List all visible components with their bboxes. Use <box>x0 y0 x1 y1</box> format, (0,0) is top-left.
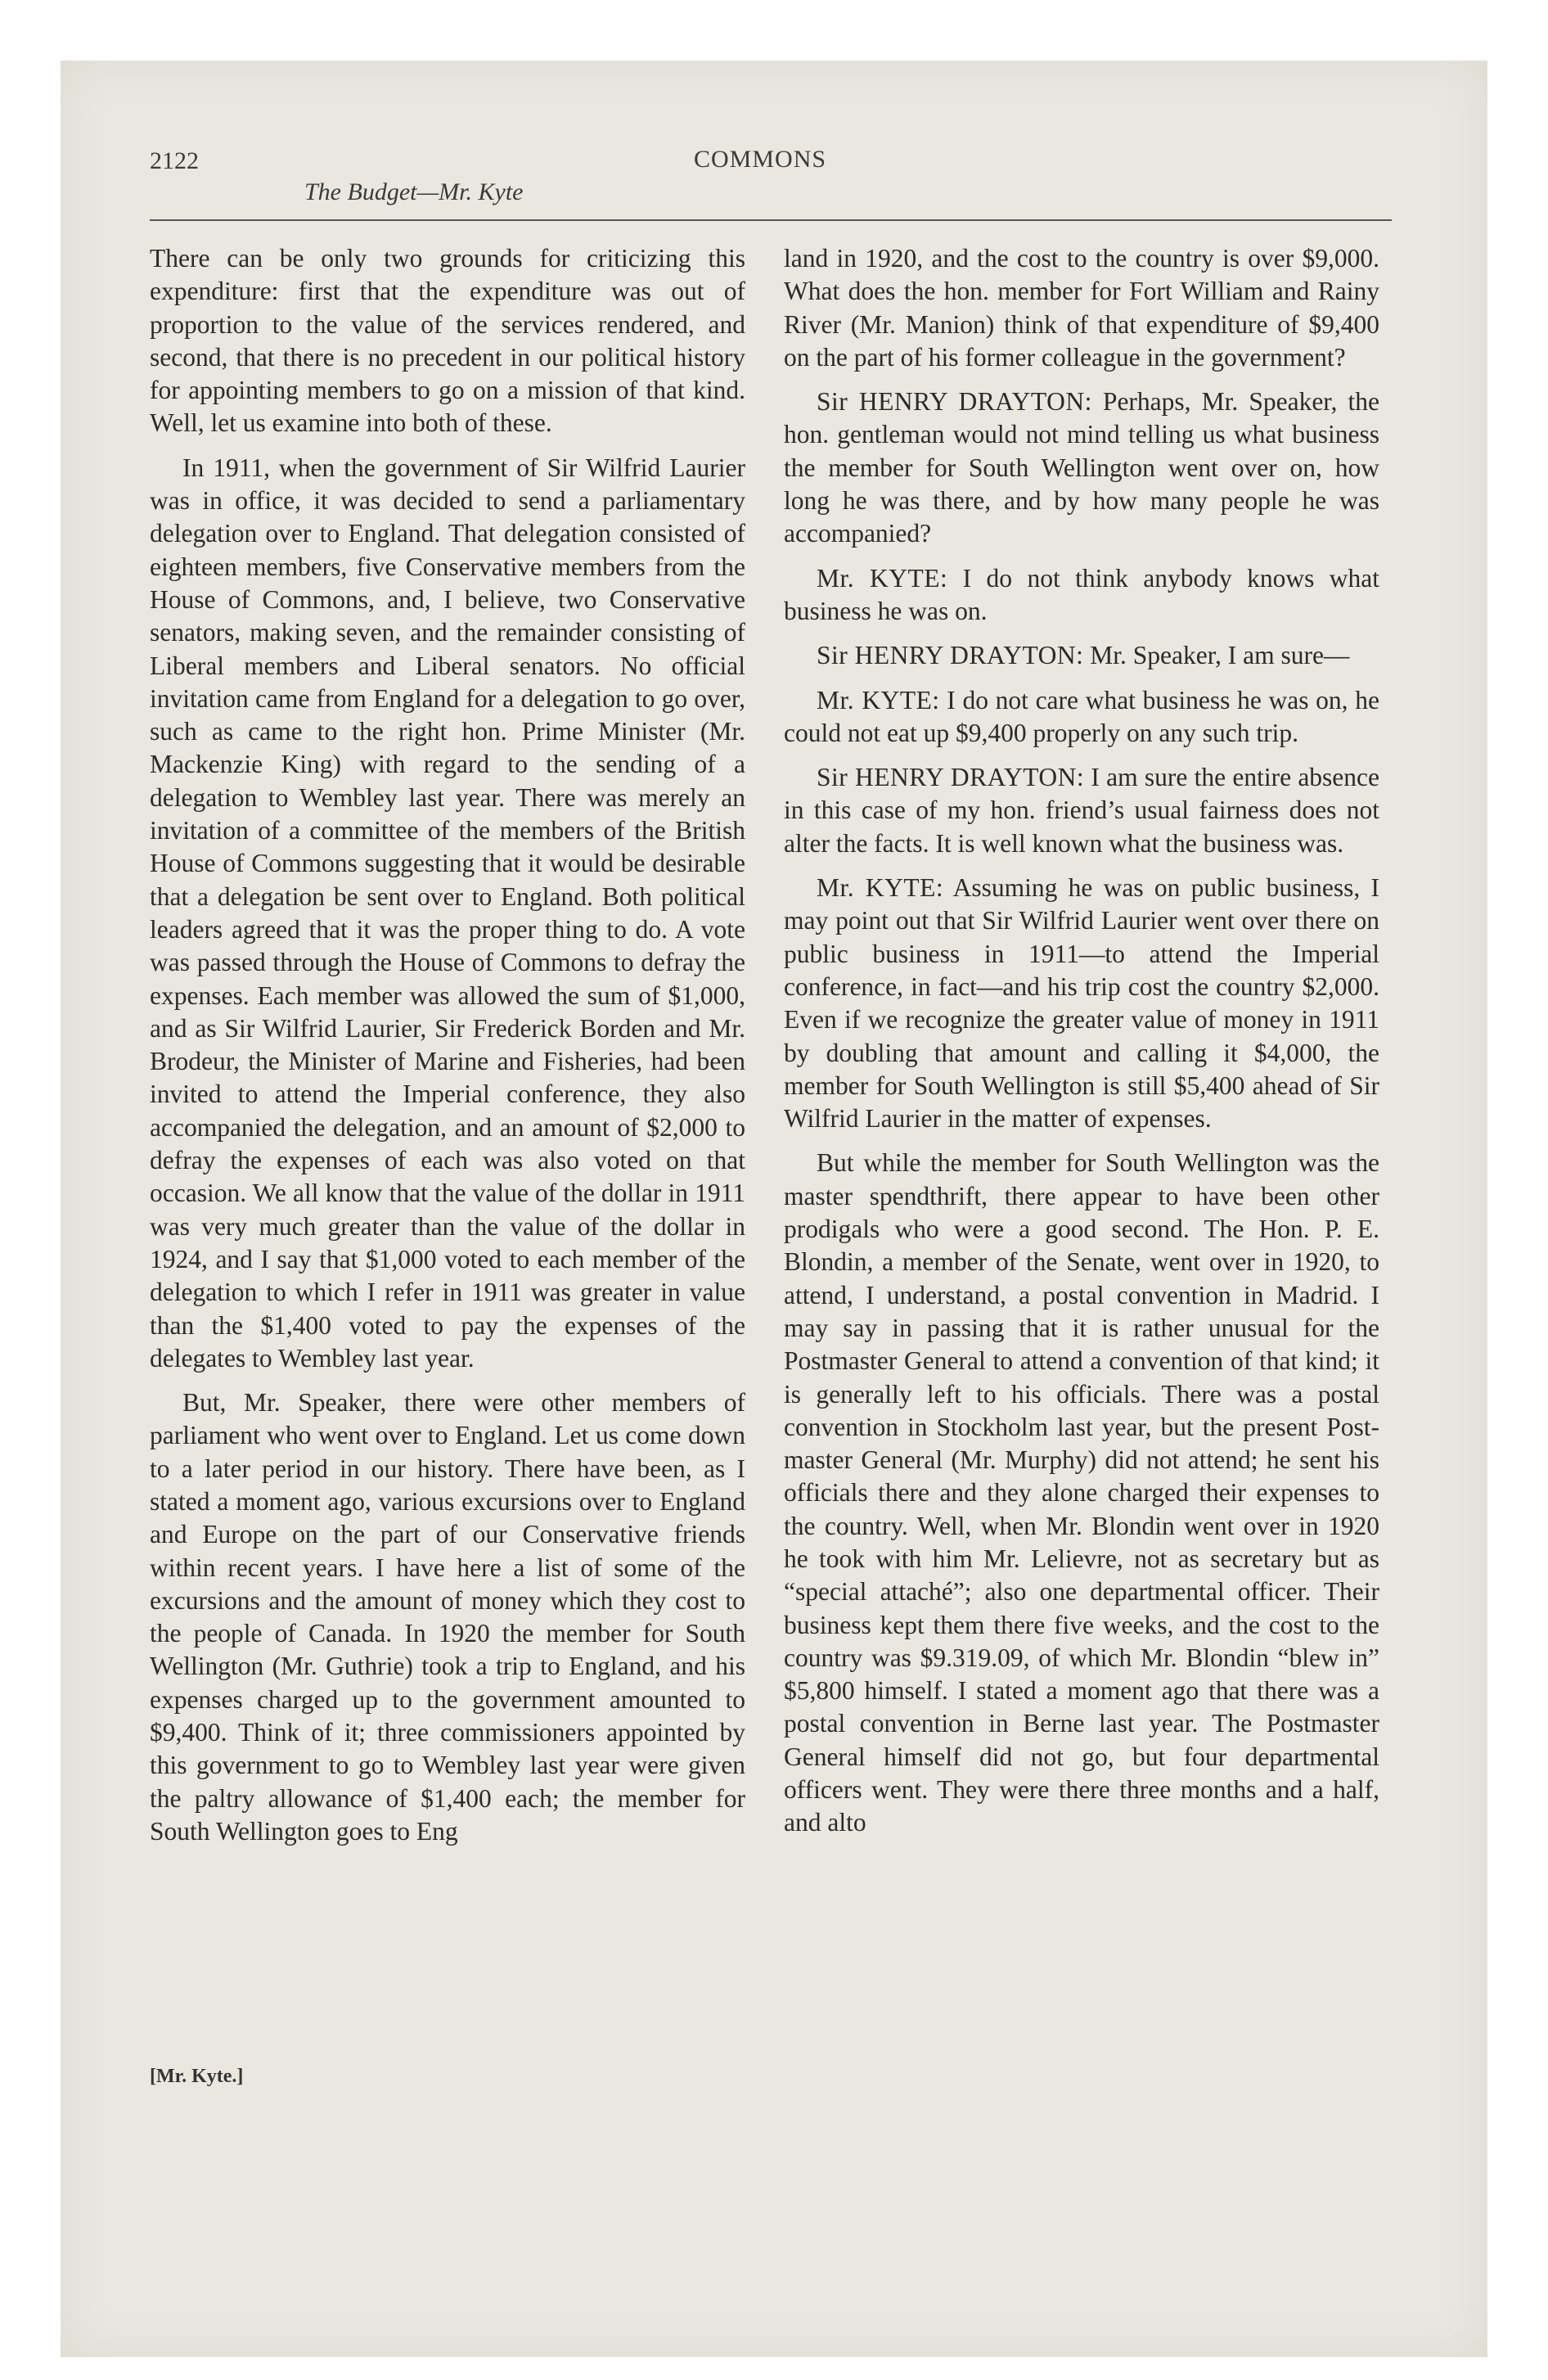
speaker-name: Sir HENRY DRAYTON: <box>817 763 1085 792</box>
paragraph: There can be only two grounds for criticizing this expenditure: first that the expenditure was out of proportion to the value of the services rendered, and second, that there is no precedent in our political history for appointing members to go on a mission of that kind. Well, let us examine into both of these. <box>150 244 745 438</box>
running-subhead: The Budget—Mr. Kyte <box>304 178 524 205</box>
paragraph-text: Assuming he was on public business, I may point out that Sir Wilfrid Laurier went over there on public business in 1911—to attend the Imperial conference, in fact—and his trip cost the country $2,000. Even if we recognize the greater value of money in 1911 by doubling that amount and calling it $4,000, the member for South Wellington is still $5,400 ahead of Sir Wilfrid Laurier in the matter of expenses. <box>784 873 1379 1134</box>
speaker-name: Sir HENRY DRAYTON: <box>817 387 1092 417</box>
footer-speaker-tag: [Mr. Kyte.] <box>150 2066 244 2087</box>
paragraph <box>784 1147 1379 1839</box>
right-column <box>784 242 1379 1851</box>
left-column <box>150 242 745 1859</box>
paragraph <box>784 242 1379 374</box>
speaker-name: Mr. KYTE: <box>817 685 940 714</box>
paragraph-text: I am sure the entire absence in this case of my hon. friend’s usual fairness does not alter the facts. It is well known what the business was. <box>784 763 1380 858</box>
paragraph <box>784 872 1379 1135</box>
running-head: COMMONS <box>694 146 827 173</box>
paragraph: But, Mr. Speaker, there were other members of parliament who went over to England. Let us come down to a later period in our history. There have been, as I stated a moment ago, various excursions over to England and Europe on the part of our Conservative friends within recent years. I have here a list of some of the excursions and the amount of money which they cost to the people of Canada. In 1920 the member for South Wellington (Mr. Guthrie) took a trip to England, and his expenses charged up to the government amounted to $9,400. Think of it; three commissioners appointed by this government to go to Wembley last year were given the paltry allowance of $1,400 each; the member for South Wellington goes to Eng <box>150 1388 745 1846</box>
paragraph <box>784 385 1379 550</box>
page-number: 2122 <box>150 147 199 174</box>
paragraph <box>784 639 1379 672</box>
paragraph <box>784 562 1379 629</box>
speaker-name: Mr. KYTE: <box>817 873 944 903</box>
paragraph: In 1911, when the government of Sir Wilfrid Laurier was in office, it was decided to send a parliamentary delegation over to England. That delegation consisted of eighteen members, five Conservative members from the House of Commons, and, I believe, two Conservative senators, making seven, and the remainder consisting of Liberal members and Liberal senators. No official invitation came from England for a delegation to go over, such as came to the right hon. Prime Minister (Mr. Mackenzie King) with regard to the sending of a delegation to Wembley last year. There was merely an invitation of a committee of the members of the British House of Commons suggesting that it would be desirable that a delegation be sent over to England. Both political leaders agreed that it was the proper thing to do. A vote was passed through the House of Commons to defray the expenses. Each member was allowed the sum of $1,000, and as Sir Wilfrid Laurier, Sir Frederick Borden and Mr. Brodeur, the Minister of Marine and Fisheries, had been invited to attend the Imperial conference, they also accompanied the delegation, and an amount of $2,000 to defray the expenses of each was also voted on that occasion. We all know that the value of the dollar in 1911 was very much greater than the value of the dollar in 1924, and I say that $1,000 voted to each member of the delegation to which I refer in 1911 was greater in value than the $1,400 voted to pay the expenses of the delegates to Wembley last year. <box>150 453 745 1373</box>
header-rule <box>150 219 1392 221</box>
paragraph <box>784 761 1379 860</box>
paragraph-text: Perhaps, Mr. Speaker, the hon. gentleman would not mind telling us what business the member for South Wellington went over on, how long he was there, and by how many people he was accompanied? <box>784 387 1379 548</box>
paragraph <box>784 684 1379 751</box>
speaker-name: Mr. KYTE: <box>817 563 948 593</box>
speaker-name: Sir HENRY DRAYTON: <box>817 641 1084 670</box>
paragraph-text: I do not care what business he was on, he could not eat up $9,400 properly on any such trip. <box>784 685 1379 747</box>
paragraph-text: But while the member for South Wellington was the master spendthrift, there appear to have been other prodigals who were a good second. The Hon. P. E. Blondin, a member of the Senate, went over in 1920, to attend, I understand, a postal convention in Madrid. I may say in passing that it is rather unusual for the Postmaster General to attend a convention of that kind; it is generally left to his officials. There was a postal convention in Stockholm last year, but the present Postmaster General (Mr. Murphy) did not attend; he sent his officials there and they alone charged their expenses to the country. Well, when Mr. Blondin went over in 1920 he took with him Mr. Lelievre, not as secretary but as “special attaché”; also one departmental officer. Their business kept them there five weeks, and the cost to the country was $9.319.09, of which Mr. Blondin “blew in” $5,800 himself. I stated a moment ago that there was a postal convention in Berne last year. The Postmaster General himself did not go, but four departmental officers went. They were there three months and a half, and alto <box>784 1148 1379 1837</box>
paragraph-text: Mr. Speaker, I am sure— <box>1083 641 1350 670</box>
paragraph-text: I do not think anybody knows what business he was on. <box>784 563 1379 625</box>
paragraph-text: land in 1920, and the cost to the country is over $9,000. What does the hon. member for Fort William and Rainy River (Mr. Manion) think of that expenditure of $9,400 on the part of his former colleague in the government? <box>784 244 1379 372</box>
